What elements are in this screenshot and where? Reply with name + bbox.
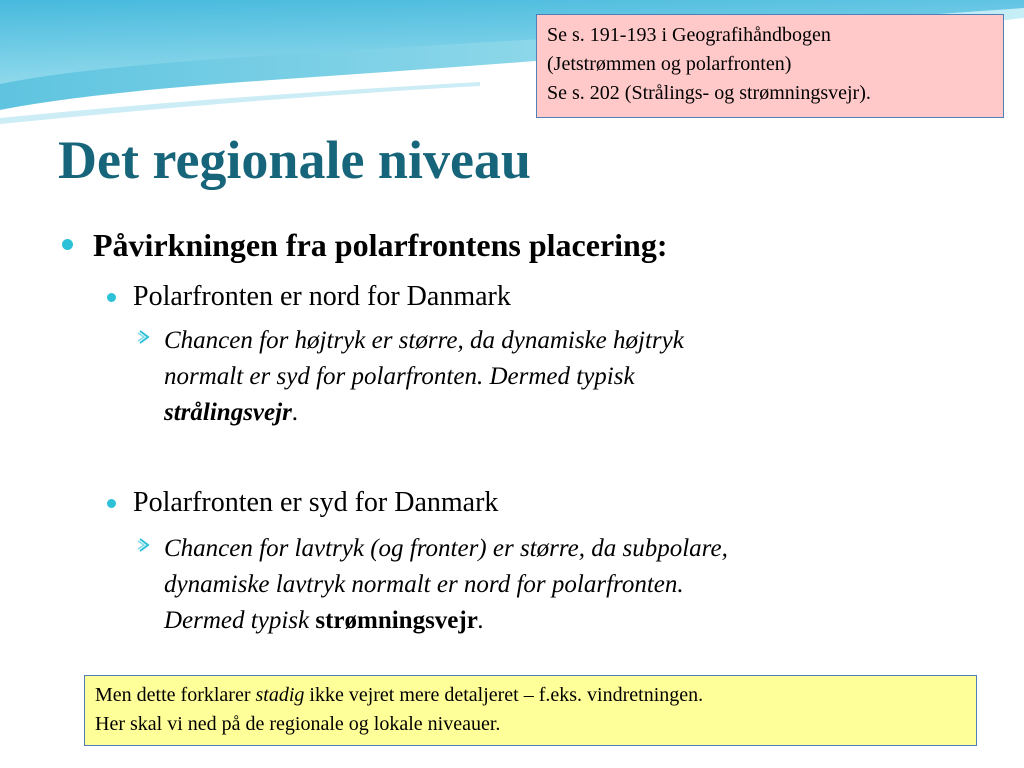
main-bullet	[62, 222, 668, 268]
detail-south	[136, 531, 936, 639]
detail-north	[136, 323, 936, 431]
period: .	[477, 607, 485, 634]
bullet-dot-icon	[107, 499, 116, 508]
detail-south-line-2: dynamiske lavtryk normalt er nord for polarfronten.	[164, 571, 684, 598]
main-bullet-text: Påvirkningen fra polarfrontens placering:	[93, 227, 668, 263]
detail-south-line-1: Chancen for lavtryk (og fronter) er større, da subpolare,	[164, 535, 728, 562]
period: .	[291, 399, 299, 426]
sub-bullet-north-text: Polarfronten er nord for Danmark	[133, 281, 511, 312]
note-italic-word: stadig	[255, 684, 305, 706]
detail-north-line-1: Chancen for højtryk er større, da dynamiske højtryk	[164, 327, 684, 354]
term-straalingsvejr: strålingsvejr	[164, 399, 292, 426]
note-line-1	[95, 681, 966, 710]
note-line-2: Her skal vi ned på de regionale og lokale niveauer.	[95, 713, 501, 735]
bullet-dot-icon	[62, 239, 73, 250]
sub-bullet-north	[107, 277, 511, 317]
note-line-1-post: ikke vejret mere detaljeret – f.eks. vindretningen.	[304, 684, 704, 706]
sub-bullet-south-text: Polarfronten er syd for Danmark	[133, 487, 499, 518]
reference-line-1: Se s. 191-193 i Geografihåndbogen	[547, 24, 831, 46]
arrow-bullet-icon	[136, 329, 152, 345]
detail-south-line-3	[136, 603, 936, 639]
arrow-bullet-icon	[136, 537, 152, 553]
summary-note-box	[84, 675, 977, 746]
reference-line-3: Se s. 202 (Strålings- og strømningsvejr).	[547, 82, 871, 104]
note-line-1-pre: Men dette forklarer	[95, 684, 256, 706]
term-stroemningsvejr: strømningsvejr	[315, 607, 478, 634]
reference-note-box	[536, 14, 1004, 118]
bullet-dot-icon	[107, 293, 116, 302]
detail-north-line-2: normalt er syd for polarfronten. Dermed typisk	[164, 363, 635, 390]
slide-title: Det regionale niveau	[58, 130, 531, 190]
sub-bullet-south	[107, 483, 498, 523]
reference-line-2: (Jetstrømmen og polarfronten)	[547, 53, 792, 75]
detail-north-line-3	[136, 395, 936, 431]
detail-south-prefix: Dermed typisk	[164, 607, 316, 634]
